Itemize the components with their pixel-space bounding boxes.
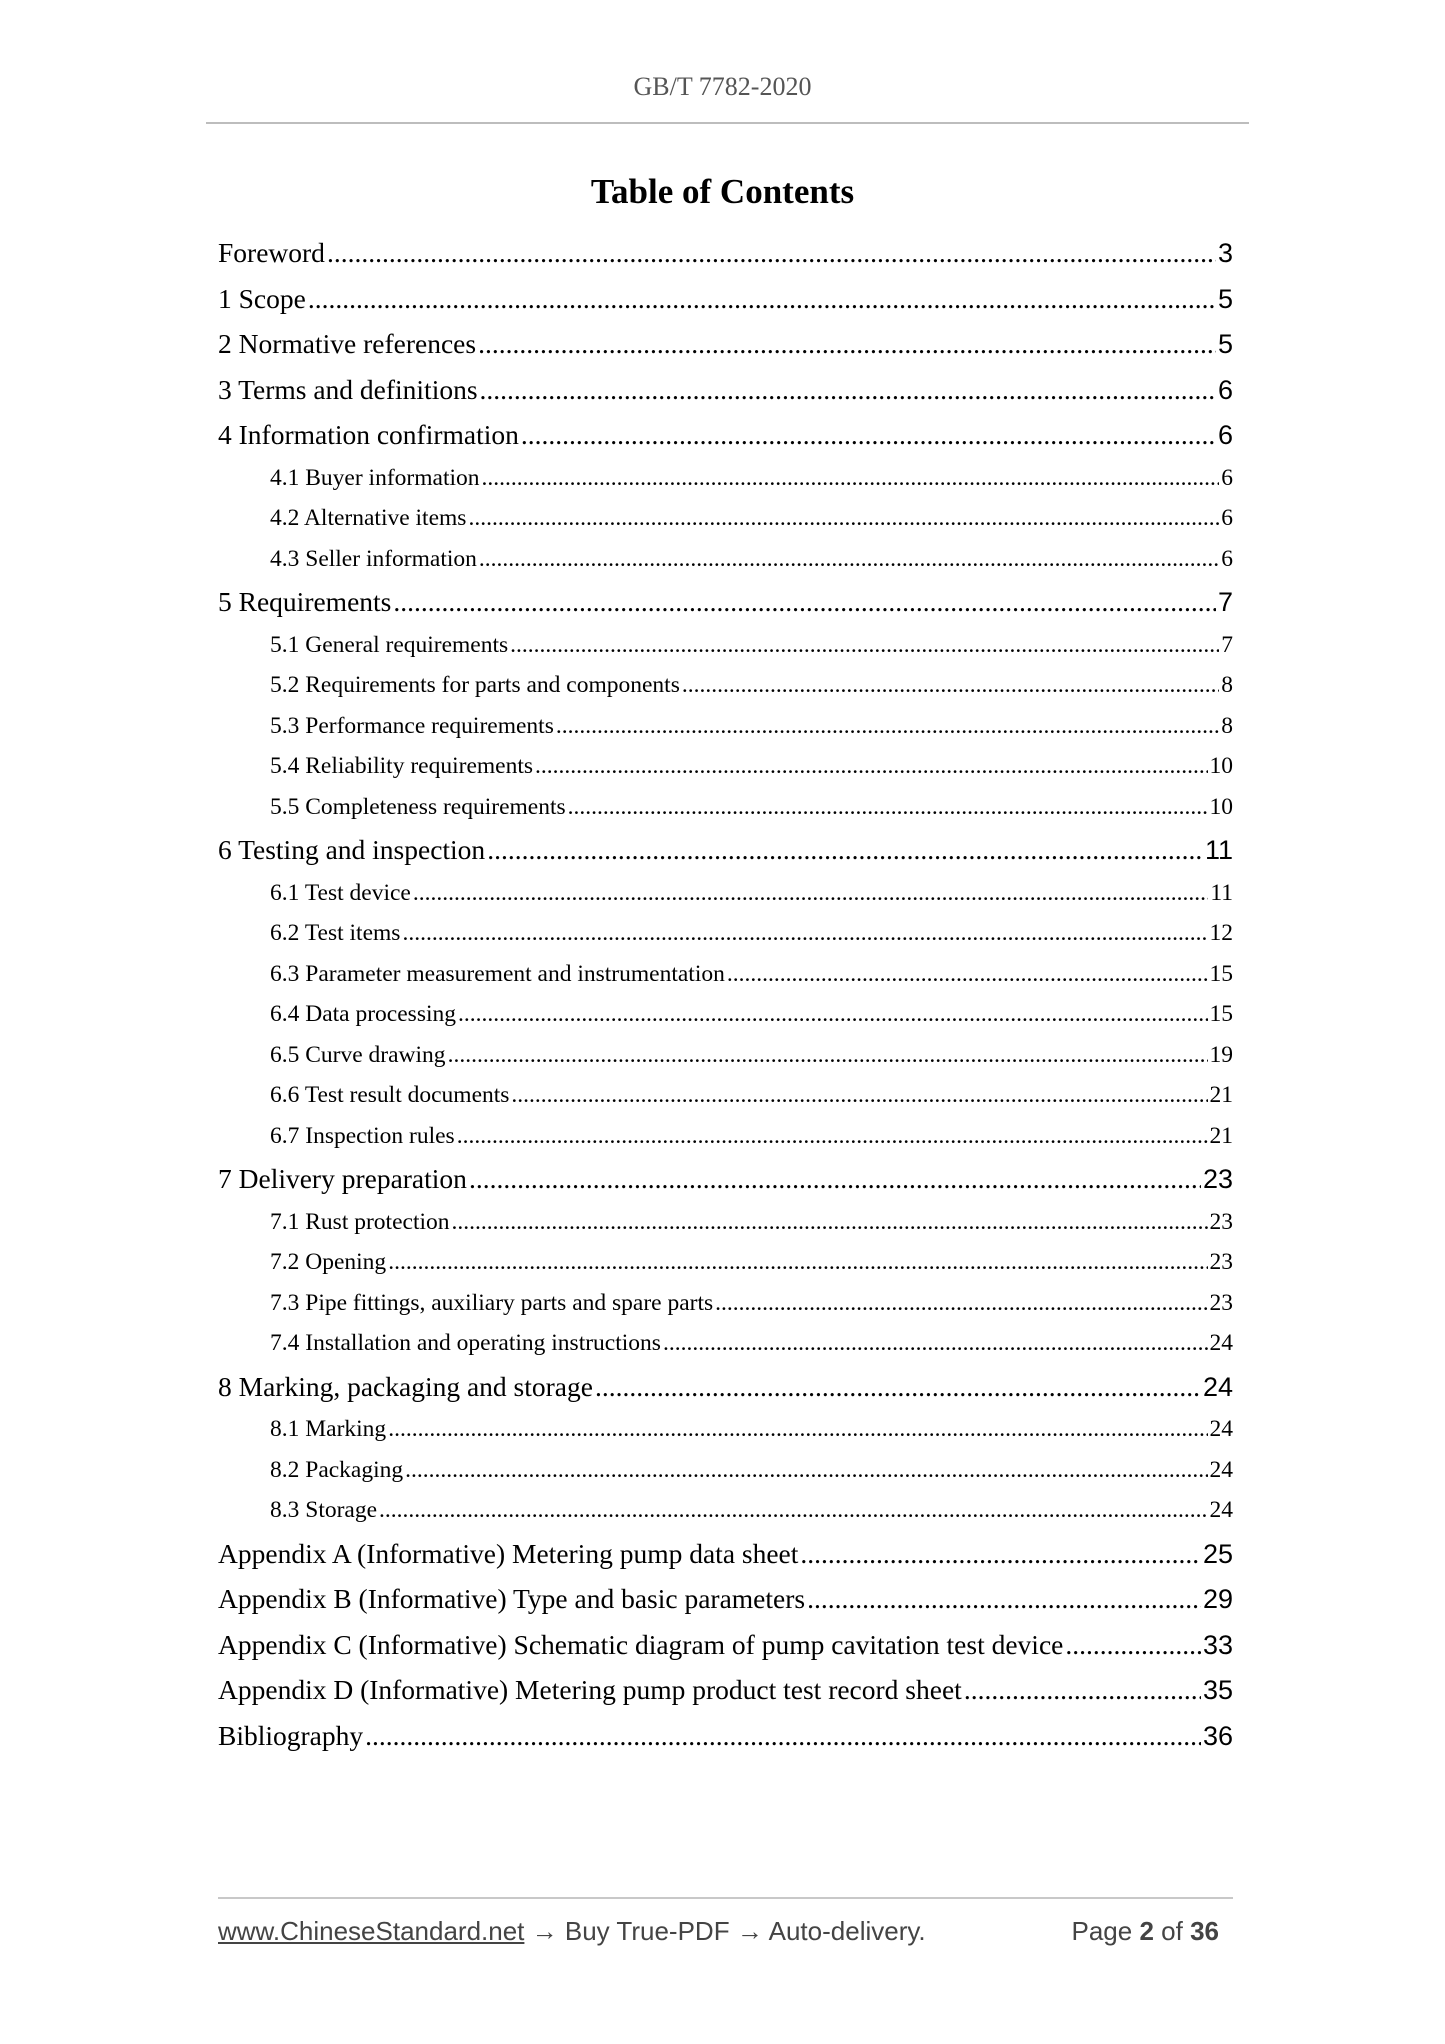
dot-leader — [595, 1371, 1201, 1403]
toc-entry-page: 5 — [1217, 283, 1233, 314]
dot-leader — [568, 794, 1208, 821]
toc-entry-page: 24 — [1209, 1497, 1233, 1523]
toc-subentry[interactable] — [218, 1290, 1233, 1331]
toc-entry-title: 6.1 Test device — [270, 879, 411, 906]
toc-entry-page: 24 — [1209, 1456, 1233, 1483]
dot-leader — [452, 1209, 1208, 1236]
dot-leader — [458, 1001, 1208, 1028]
dot-leader — [413, 880, 1209, 907]
toc-entry-page: 6 — [1221, 464, 1233, 491]
dot-leader — [457, 1123, 1208, 1150]
toc-entry-title: 4 Information confirmation — [218, 419, 519, 450]
dot-leader — [521, 419, 1216, 451]
dot-leader — [807, 1583, 1201, 1615]
toc-entry-title: 1 Scope — [218, 282, 306, 314]
toc-entry-title: 8.1 Marking — [270, 1416, 387, 1442]
toc-entry-page: 6 — [1217, 374, 1233, 405]
toc-entry-page: 24 — [1209, 1416, 1233, 1442]
toc-subentry[interactable] — [218, 1457, 1233, 1498]
toc-entry-page: 6 — [1221, 505, 1233, 531]
dot-leader — [964, 1674, 1201, 1706]
toc-entry-page: 23 — [1209, 1249, 1233, 1275]
toc-entry-title: 5.4 Reliability requirements — [270, 753, 534, 779]
toc-entry[interactable] — [218, 1163, 1233, 1209]
toc-entry[interactable] — [218, 1538, 1233, 1584]
toc-entry[interactable] — [218, 586, 1233, 632]
footer-divider — [218, 1897, 1233, 1899]
arrow-right-icon: → — [531, 1916, 558, 1946]
header-divider — [206, 122, 1249, 124]
toc-entry-title: 4.2 Alternative items — [270, 505, 467, 531]
toc-entry-page: 19 — [1209, 1041, 1233, 1068]
toc-entry-title: 5.3 Performance requirements — [270, 712, 554, 739]
arrow-right-icon: → — [736, 1916, 763, 1946]
dot-leader — [388, 1249, 1207, 1276]
toc-subentry[interactable] — [218, 465, 1233, 506]
toc-entry-title: 6 Testing and inspection — [218, 834, 486, 865]
toc-subentry[interactable] — [218, 1042, 1233, 1083]
toc-entry-title: 3 Terms and definitions — [218, 373, 478, 405]
dot-leader — [327, 237, 1216, 269]
dot-leader — [511, 1082, 1207, 1109]
toc-entry-title: 5.2 Requirements for parts and components — [270, 672, 680, 698]
toc-subentry[interactable] — [218, 1123, 1233, 1164]
toc-entry-page: 10 — [1209, 753, 1233, 779]
dot-leader — [402, 920, 1207, 947]
toc-entry-page: 7 — [1217, 587, 1233, 617]
dot-leader — [715, 1290, 1207, 1317]
page-total: 36 — [1190, 1916, 1219, 1946]
toc-entry[interactable] — [218, 419, 1233, 465]
buy-true-pdf-text: Buy True-PDF — [564, 1916, 730, 1946]
toc-entry-page: 7 — [1221, 631, 1233, 658]
toc-subentry[interactable] — [218, 1497, 1233, 1538]
toc-entry-page: 24 — [1202, 1371, 1233, 1402]
toc-entry[interactable] — [218, 237, 1233, 283]
toc-subentry[interactable] — [218, 672, 1233, 713]
toc-subentry[interactable] — [218, 880, 1233, 921]
toc-entry-title: 6.5 Curve drawing — [270, 1041, 446, 1068]
toc-subentry[interactable] — [218, 794, 1233, 835]
site-link[interactable]: www.ChineseStandard.net — [218, 1916, 525, 1946]
toc-entry-title: 5.1 General requirements — [270, 631, 509, 658]
toc-entry-title: Appendix B (Informative) Type and basic parameters — [218, 1583, 806, 1614]
toc-entry-page: 5 — [1217, 329, 1233, 359]
toc-entry-title: Bibliography — [218, 1719, 364, 1751]
toc-entry-title: 6.7 Inspection rules — [270, 1122, 455, 1149]
dot-leader — [800, 1538, 1201, 1570]
toc-entry[interactable] — [218, 1371, 1233, 1417]
dot-leader — [479, 546, 1219, 573]
dot-leader — [365, 1720, 1201, 1752]
toc-entry[interactable] — [218, 1674, 1233, 1720]
toc-subentry[interactable] — [218, 713, 1233, 754]
toc-entry[interactable] — [218, 328, 1233, 374]
dot-leader — [727, 961, 1208, 988]
toc-entry-title: Appendix A (Informative) Metering pump data sheet — [218, 1537, 799, 1569]
page-of-label: of — [1161, 1916, 1183, 1946]
toc-entry-title: 7 Delivery preparation — [218, 1163, 467, 1194]
auto-delivery-text: Auto-delivery. — [768, 1916, 926, 1946]
toc-subentry[interactable] — [218, 1249, 1233, 1290]
dot-leader — [510, 632, 1219, 659]
dot-leader — [388, 1416, 1207, 1443]
toc-entry-title: 5.5 Completeness requirements — [270, 793, 566, 820]
toc-entry[interactable] — [218, 283, 1233, 329]
toc-entry-title: Appendix C (Informative) Schematic diagram of pump cavitation test device — [218, 1628, 1064, 1660]
toc-entry-page: 6 — [1221, 545, 1233, 572]
dot-leader — [393, 586, 1216, 618]
toc-entry-title: 6.2 Test items — [270, 920, 401, 946]
toc-subentry[interactable] — [218, 505, 1233, 546]
toc-entry-title: 7.3 Pipe fittings, auxiliary parts and spare parts — [270, 1289, 714, 1316]
toc-subentry[interactable] — [218, 1416, 1233, 1457]
dot-leader — [468, 505, 1219, 532]
toc-entry-title: 6.4 Data processing — [270, 1001, 456, 1027]
page-indicator — [1071, 1916, 1219, 1947]
toc-entry[interactable] — [218, 1629, 1233, 1675]
toc-heading: Table of Contents — [590, 172, 855, 211]
toc-subentry[interactable] — [218, 753, 1233, 794]
dot-leader — [682, 672, 1219, 699]
toc-entry-page: 21 — [1209, 1122, 1233, 1149]
dot-leader — [556, 713, 1219, 740]
toc-entry-title: Appendix D (Informative) Metering pump product test record sheet — [218, 1674, 962, 1705]
toc-entry-page: 10 — [1209, 793, 1233, 820]
dot-leader — [469, 1163, 1201, 1195]
toc-entry[interactable] — [218, 1720, 1233, 1766]
dot-leader — [405, 1457, 1207, 1484]
toc-entry[interactable] — [218, 374, 1233, 420]
toc-subentry[interactable] — [218, 546, 1233, 587]
toc-entry-title: 7.4 Installation and operating instructions — [270, 1330, 661, 1356]
dot-leader — [1065, 1629, 1201, 1661]
toc-subentry[interactable] — [218, 1330, 1233, 1371]
toc-entry-page: 24 — [1209, 1330, 1233, 1356]
dot-leader — [379, 1497, 1207, 1524]
header-standard-code: GB/T 7782-2020 — [633, 72, 812, 101]
toc-subentry[interactable] — [218, 1001, 1233, 1042]
dot-leader — [482, 465, 1220, 492]
dot-leader — [308, 283, 1216, 315]
toc-entry-page: 8 — [1221, 712, 1233, 739]
toc-entry-page: 29 — [1202, 1584, 1233, 1614]
toc-entry-title: 6.6 Test result documents — [270, 1082, 510, 1108]
toc-entry-page: 25 — [1202, 1538, 1233, 1569]
toc-entry-title: 8.3 Storage — [270, 1497, 378, 1523]
page-label: Page — [1071, 1916, 1133, 1946]
toc-entry-page: 33 — [1202, 1629, 1233, 1660]
toc-entry-title: 2 Normative references — [218, 328, 477, 359]
toc-entry-page: 36 — [1202, 1720, 1233, 1751]
toc-entry-page: 21 — [1209, 1082, 1233, 1108]
toc-entry-title: 5 Requirements — [218, 586, 392, 617]
toc-subentry[interactable] — [218, 1082, 1233, 1123]
dot-leader — [448, 1042, 1208, 1069]
toc-entry-page: 12 — [1209, 920, 1233, 946]
toc-entry-page: 11 — [1210, 879, 1233, 906]
toc-entry-page: 35 — [1202, 1675, 1233, 1705]
toc-entry-title: 7.1 Rust protection — [270, 1208, 450, 1235]
toc-entry-title: 8.2 Packaging — [270, 1456, 404, 1483]
toc-subentry[interactable] — [218, 920, 1233, 961]
toc-subentry[interactable] — [218, 1209, 1233, 1250]
toc-entry-title: 6.3 Parameter measurement and instrumentation — [270, 960, 725, 987]
toc-entry-page: 3 — [1217, 238, 1233, 268]
toc-entry-page: 15 — [1209, 960, 1233, 987]
toc-entry[interactable] — [218, 834, 1233, 880]
toc-entry-page: 6 — [1217, 420, 1233, 450]
toc-entry-page: 23 — [1209, 1208, 1233, 1235]
toc-subentry[interactable] — [218, 632, 1233, 673]
dot-leader — [478, 328, 1216, 360]
toc-entry-title: 7.2 Opening — [270, 1249, 387, 1275]
dot-leader — [663, 1330, 1208, 1357]
toc-entry-page: 11 — [1204, 835, 1233, 865]
toc-entry-page: 8 — [1221, 672, 1233, 698]
dot-leader — [487, 834, 1203, 866]
toc-entry[interactable] — [218, 1583, 1233, 1629]
toc-entry-page: 15 — [1209, 1001, 1233, 1027]
toc-subentry[interactable] — [218, 961, 1233, 1002]
page-current: 2 — [1139, 1916, 1154, 1946]
toc-entry-page: 23 — [1202, 1164, 1233, 1194]
toc-entry-title: 4.1 Buyer information — [270, 464, 480, 491]
dot-leader — [480, 374, 1216, 406]
toc-entry-page: 23 — [1209, 1289, 1233, 1316]
toc-entry-title: 8 Marking, packaging and storage — [218, 1370, 593, 1402]
toc-entry-title: 4.3 Seller information — [270, 545, 477, 572]
footer — [218, 1916, 1233, 1956]
footer-promo — [218, 1916, 926, 1947]
toc-entry-title: Foreword — [218, 237, 325, 268]
dot-leader — [535, 753, 1207, 780]
toc-list — [218, 237, 1233, 1765]
